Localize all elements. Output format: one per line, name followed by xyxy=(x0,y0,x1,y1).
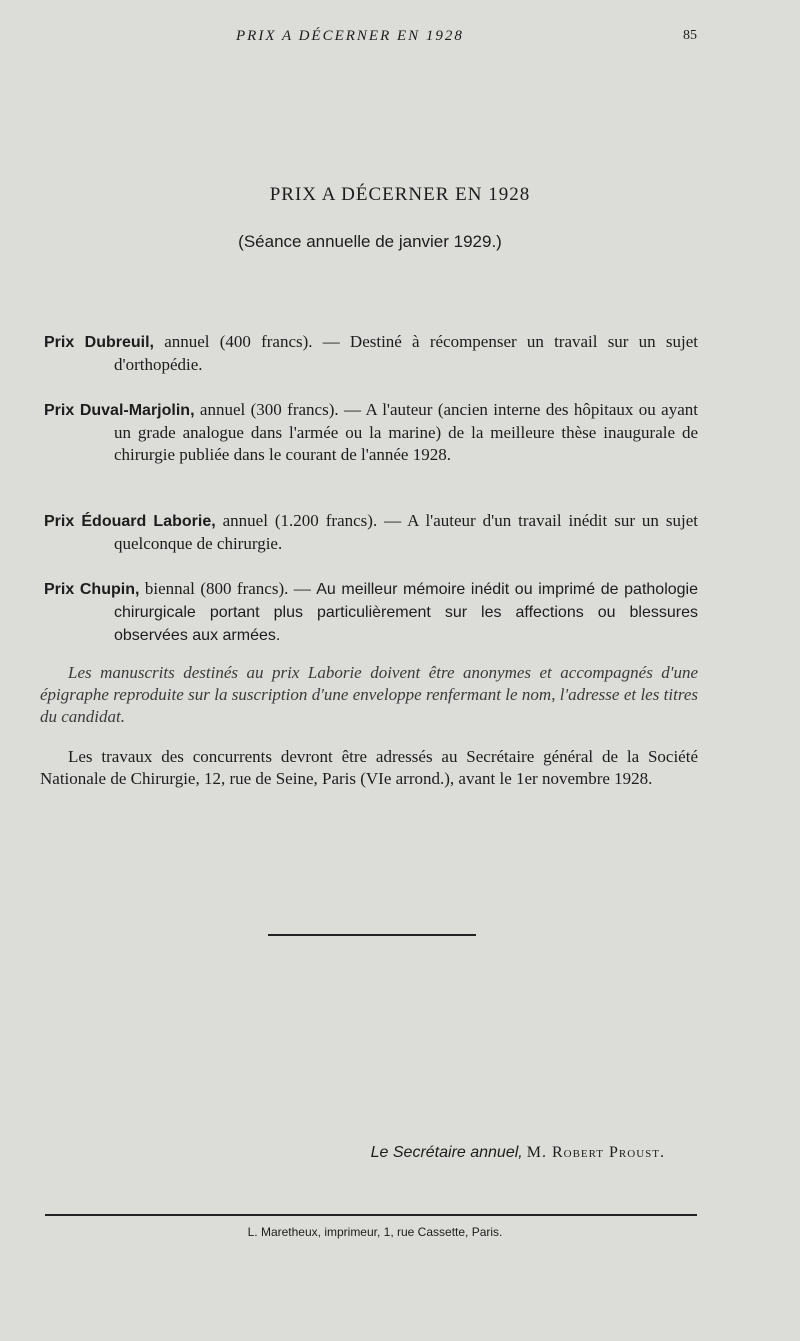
prize-text-strong: Au meilleur mémoire inédit ou imprimé de pathologie chirurgicale portant plus particulièrement sur les affections ou blessures observées aux armées. xyxy=(114,581,699,644)
prize-dubreuil xyxy=(44,331,698,376)
prize-name: Prix Édouard Laborie, xyxy=(44,513,216,530)
footer-rule xyxy=(45,1214,697,1216)
note-submission: Les travaux des concurrents devront être adressés au Secrétaire général de la Société Nationale de Chirurgie, 12, rue de Seine, Paris (VIe arrond.), avant le 1er novembre 1928. xyxy=(40,747,698,788)
prize-text: annuel (300 francs). — A l'auteur (ancien interne des hôpitaux ou ayant un grade analogue dans l'armée ou la marine) de la meilleure thèse inaugurale de chirurgie publiée dans le courant de l'année 1928. xyxy=(114,400,698,464)
prize-edouard-laborie xyxy=(44,510,698,555)
note-anonymity: Les manuscrits destinés au prix Laborie doivent être anonymes et accompagnés d'une épigraphe reproduite sur la suscription d'une enveloppe renfermant le nom, l'adresse et les titres du candidat. xyxy=(40,663,698,726)
prize-duval-marjolin xyxy=(44,399,698,466)
prize-name: Prix Duval-Marjolin, xyxy=(44,402,195,419)
separator-rule xyxy=(268,934,476,936)
prize-text: annuel (400 francs). — Destiné à récompenser un travail sur un sujet d'orthopédie. xyxy=(114,332,698,374)
page-number: 85 xyxy=(683,28,697,43)
running-title: PRIX A DÉCERNER EN 1928 xyxy=(236,28,464,44)
running-head xyxy=(0,28,800,50)
printer-imprint: L. Maretheux, imprimeur, 1, rue Cassette, Paris. xyxy=(247,1225,503,1239)
prize-name: Prix Chupin, xyxy=(44,581,140,598)
prize-text: biennal (800 francs). — xyxy=(139,579,317,598)
prize-chupin xyxy=(44,578,698,647)
signature-name: M. Robert Proust. xyxy=(526,1144,665,1161)
prize-text: annuel (1.200 francs). — A l'auteur d'un travail inédit sur un sujet quelconque de chirurgie. xyxy=(114,511,698,553)
signature-role: Le Secrétaire annuel, xyxy=(370,1144,523,1161)
page-title: PRIX A DÉCERNER EN 1928 xyxy=(269,184,531,205)
signature xyxy=(0,1144,665,1162)
prize-name: Prix Dubreuil, xyxy=(44,334,154,351)
page-subtitle: (Séance annuelle de janvier 1929.) xyxy=(238,232,502,251)
